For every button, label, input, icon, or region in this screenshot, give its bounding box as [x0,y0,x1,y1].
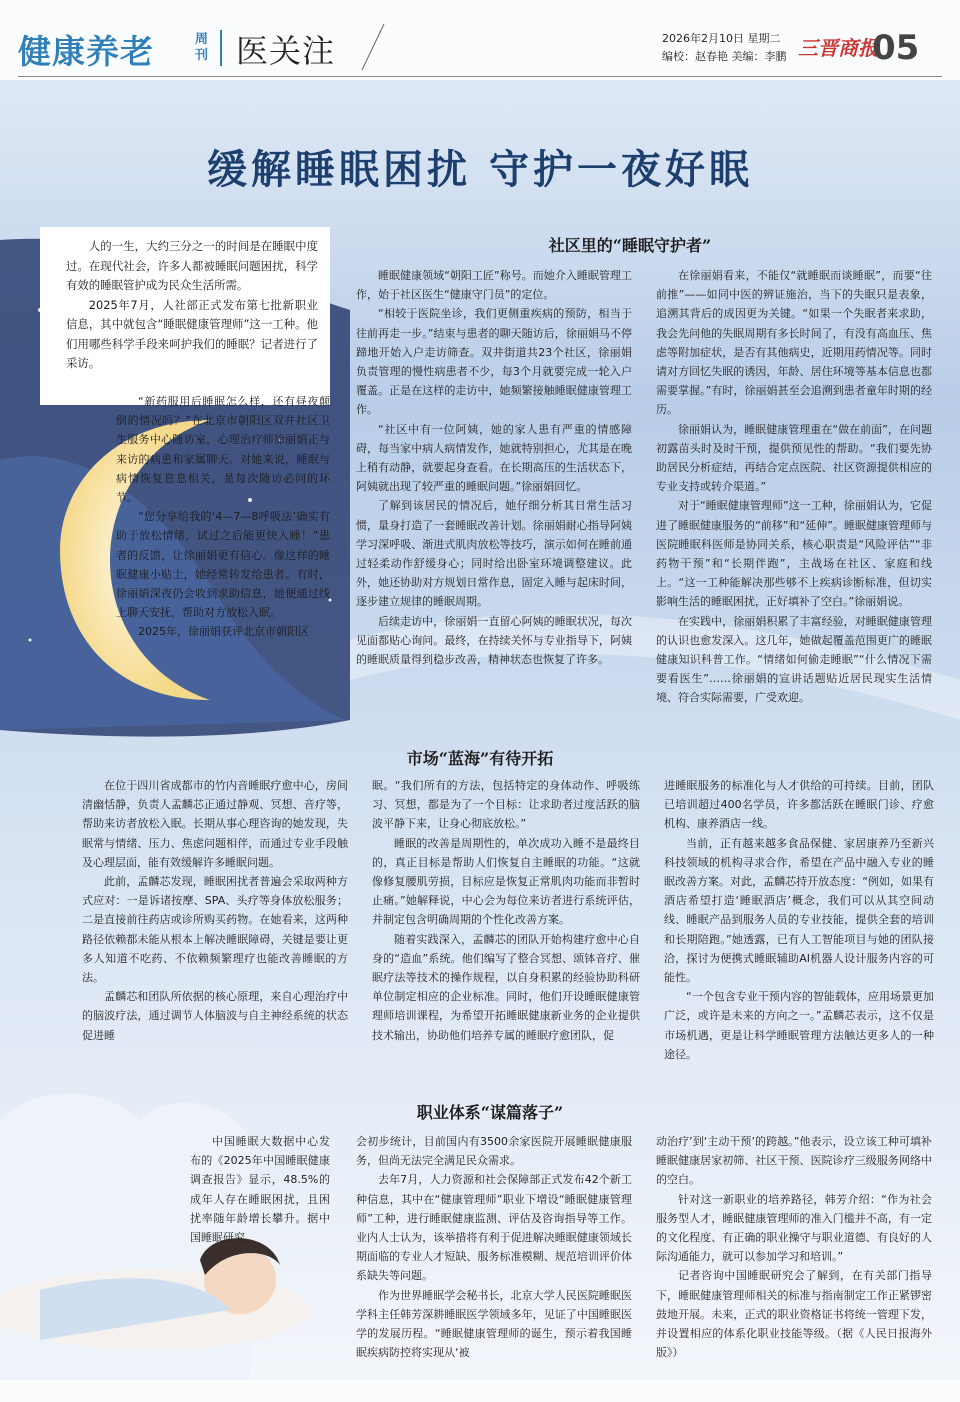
page-headline: 缓解睡眠困扰 守护一夜好眠 [207,146,753,193]
newspaper-logo: 三晋商报 [798,36,878,60]
masthead-subtitle: 周刊 [195,32,209,63]
paragraph: 2025年，徐丽娟获评北京市朝阳区 [138,625,309,639]
paragraph: 眠。“我们所有的方法，包括特定的身体动作、呼吸练习、冥想，都是为了一个目标：让求助者过度活跃的脑波平静下来，让身心彻底放松。” [372,779,640,831]
paragraph: 睡眠的改善是周期性的，单次成功入睡不是最终目的，真正目标是帮助人们恢复自主睡眠的功能。“这就像修复腰肌劳损，目标应是恢复正常肌肉功能而非暂时止痛。”她解释说，中心会为每位来访者进行系统评估，并制定包含明确周期的个性化改善方案。 [372,836,640,927]
editor-credits: 编校：赵春艳 美编：李鹏 [662,50,787,63]
s1-middle-column [356,266,632,669]
s1-left-column [116,392,330,642]
column-name: 医关注 [236,32,336,70]
paragraph: “相较于医院坐诊，我们更侧重疾病的预防，相当于往前再走一步。”结束与患者的聊天随访后，徐丽娟马不停蹄地开始入户走访筛查。双井街道共23个社区，徐丽娟负责管理的慢性病患者不少，每3个月就要完成一轮入户覆盖。正是在这样的走访中，她频繁接触睡眠健康管理工作。 [356,307,632,417]
paragraph: “社区中有一位阿姨，她的家人患有严重的情感障碍，每当家中病人病情发作，她就特别担心，尤其是在晚上稍有动静，就要起身查看。在长期高压的生活状态下，阿姨就出现了较严重的睡眠问题。”徐丽娟回忆。 [356,422,632,494]
issue-date: 2026年2月10日 星期二 [662,32,781,45]
s2-left-column [82,776,348,1045]
paragraph: 对于“睡眠健康管理师”这一工种，徐丽娟认为，它促进了睡眠健康服务的“前移”和“延伸”。睡眠健康管理师与医院睡眠科医师是协同关系，核心职责是“风险评估”“非药物干预”和“长期伴跑”，主战场在社区、家庭和线上。“这一工种能解决那些够不上疾病诊断标准，但切实影响生活的睡眠困扰，正好填补了空白。”徐丽娟说。 [656,499,932,609]
s1-right-column [656,266,932,708]
paragraph: 去年7月，人力资源和社会保障部正式发布42个新工种信息，其中在“健康管理师”职业下增设“睡眠健康管理师”工种，进行睡眠健康监测、评估及咨询指导等工作。业内人士认为，该举措将有利于促进解决睡眠健康领域长期面临的专业人才短缺、服务标准模糊、规范培训评价体系缺失等问题。 [356,1173,632,1283]
paragraph: 中国睡眠大数据中心发布的《2025年中国睡眠健康调查报告》显示，48.5%的成年人存在睡眠困扰，且困扰率随年龄增长攀升。据中国睡眠研究 [190,1135,330,1245]
masthead-divider [220,30,222,66]
s2-right-column [664,776,934,1064]
paragraph: 徐丽娟认为，睡眠健康管理重在“做在前面”，在问题初露苗头时及时干预，提供预见性的帮助。“我们要先协助居民分析症结，再结合定点医院、社区资源提供相应的专业支持或转介渠道。” [656,422,932,494]
paragraph: 动治疗’到‘主动干预’的跨越。”他表示，设立该工种可填补睡眠健康居家初筛、社区干预、医院诊疗三级服务网络中的空白。 [656,1135,932,1187]
s2-middle-column [372,776,640,1045]
paragraph: “一个包含专业干预内容的智能载体，应用场景更加广泛，或许是未来的方向之一。”孟麟芯表示，这不仅是市场机遇，更是让科学睡眠管理方法触达更多人的一种途径。 [664,990,934,1061]
masthead-title: 健康养老 [18,32,154,71]
paragraph: 在徐丽娟看来，不能仅“就睡眠而谈睡眠”，而要“往前推”——如同中医的辨证施治，当下的失眠只是表象，追溯其背后的成因更为关键。“如果一个失眠者来求助，我会先问他的失眠周期有多长时间了，有没有高血压、焦虑等附加症状，是否有其他病史，近期用药情况等。同时请对方回忆失眠的诱因，年龄、居住环境等基本信息也都需要掌握。”有时，徐丽娟甚至会追溯到患者童年时期的经历。 [656,269,932,417]
header-rule [18,76,942,77]
page-number: 05 [872,28,920,68]
paragraph: 会初步统计，目前国内有3500余家医院开展睡眠健康服务，但尚无法完全满足民众需求。 [356,1135,632,1168]
intro-paragraph: 人的一生，大约三分之一的时间是在睡眠中度过。在现代社会，许多人都被睡眠问题困扰，科学有效的睡眠管护成为民众生活所需。 [66,239,318,292]
paragraph: 进睡眠服务的标准化与人才供给的可持续。目前，团队已培训超过400名学员，许多都活跃在睡眠门诊、疗愈机构、康养酒店一线。 [664,779,934,831]
paragraph: 睡眠健康领域“朝阳工匠”称号。而她介入睡眠管理工作，始于社区医生“健康守门员”的定位。 [356,269,632,302]
paragraph: 了解到该居民的情况后，她仔细分析其日常生活习惯，量身打造了一套睡眠改善计划。徐丽娟耐心指导阿姨学习深呼吸、渐进式肌肉放松等技巧，演示如何在睡前通过轻柔动作舒缓身心；同时给出卧室环境调整建议。此外，她还协助对方规划日常作息，固定入睡与起床时间，逐步建立规律的睡眠周期。 [356,499,632,609]
s3-left-column [190,1132,330,1247]
paragraph: “您分享给我的‘4—7—8呼吸法’确实有助于放松情绪，试过之后能更快入睡！”患者的反馈，让徐丽娟更有信心。像这样的睡眠健康小贴士，她经常转发给患者。有时，徐丽娟深夜仍会收到求助信息，她便通过线上聊天安抚，帮助对方放松入眠。 [116,510,330,620]
paragraph: 在实践中，徐丽娟积累了丰富经验，对睡眠健康管理的认识也愈发深入。这几年，她做起覆盖范围更广的睡眠健康知识科普工作。“情绪如何偷走睡眠”“什么情况下需要看医生”……徐丽娟的宣讲话题贴近居民现实生活情境、符合实际需要，广受欢迎。 [656,614,932,705]
slash-decoration [354,22,394,72]
paragraph: 针对这一新职业的培养路径，韩芳介绍：“作为社会服务型人才，睡眠健康管理师的准入门槛并不高，有一定的文化程度、有正确的职业操守与职业道德、有良好的人际沟通能力，就可以参加学习和培训。” [656,1192,932,1264]
s3-middle-column [356,1132,632,1362]
masthead [18,26,154,72]
section-title-market: 市场“蓝海”有待开拓 [406,749,554,768]
paragraph: 后续走访中，徐丽娟一直留心阿姨的睡眠状况，每次见面都贴心询问。最终，在持续关怀与专业指导下，阿姨的睡眠质量得到稳步改善，精神状态也恢复了许多。 [356,614,632,667]
section-title-community: 社区里的“睡眠守护者” [548,236,712,255]
paragraph: 作为世界睡眠学会秘书长，北京大学人民医院睡眠医学科主任韩芳深耕睡眠医学领域多年，见证了中国睡眠医学的发展历程。“睡眠健康管理师的诞生，预示着我国睡眠疾病防控将实现从‘被 [356,1288,632,1360]
s3-right-column [656,1132,932,1362]
paragraph: 在位于四川省成都市的竹内音睡眠疗愈中心，房间清幽恬静，负责人孟麟芯正通过静观、冥想、音疗等，帮助来访者放松入眠。长期从事心理咨询的她发现，失眠常与情绪、压力、焦虑问题相伴，而通过专业手段触及心理层面，能有效缓解许多睡眠问题。 [82,779,348,869]
paragraph: 随着实践深入，孟麟芯的团队开始构建疗愈中心自身的“造血”系统。他们编写了整合冥想、颂钵音疗、催眠疗法等技术的操作规程，以自身积累的经验协助科研单位制定相应的企业标准。同时，他们开设睡眠健康管理师培训课程，为希望开拓睡眠健康新业务的企业提供技术输出，协助他们培养专属的睡眠疗愈团队，促 [372,932,640,1042]
intro-text [66,237,318,374]
section-title-profession: 职业体系“谋篇落子” [416,1103,564,1122]
paragraph: 此前，孟麟芯发现，睡眠困扰者普遍会采取两种方式应对：一是诉诸按摩、SPA、头疗等身体放松服务；二是直接前往药店或诊所购买药物。在她看来，这两种路径依赖都未能从根本上解决睡眠障碍，关键是要让更多人知道不吃药、不依赖频繁理疗也能改善睡眠的方法。 [82,875,348,985]
paragraph: 孟麟芯和团队所依据的核心原理，来自心理治疗中的脑波疗法，通过调节人体脑波与自主神经系统的状态促进睡 [82,990,348,1042]
intro-paragraph: 2025年7月，人社部正式发布第七批新职业信息，其中就包含“睡眠健康管理师”这一工种。他们用哪些科学手段来呵护我们的睡眠？记者进行了采访。 [66,297,318,370]
paragraph: “新药服用后睡眠怎么样，还有昼夜颠倒的情况吗？”在北京市朝阳区双井社区卫生服务中心随访室，心理治疗师徐丽娟正与来访的病患和家属聊天。对她来说，睡眠与病情恢复息息相关，是每次随访必问的环节。 [116,395,330,505]
paragraph: 记者咨询中国睡眠研究会了解到，在有关部门指导下，睡眠健康管理师相关的标准与指南制定工作正紧锣密鼓地开展。未来，正式的职业资格证书将统一管理下发，并设置相应的体系化职业技能等级。（据《人民日报海外版》） [656,1269,932,1360]
paragraph: 当前，正有越来越多食品保健、家居康养乃至新兴科技领域的机构寻求合作，希望在产品中融入专业的睡眠改善方案。对此，孟麟芯持开放态度：“例如，如果有酒店希望打造‘睡眠酒店’概念，我们可以从其空间动线、睡眠产品到服务人员的专业技能，提供全套的培训和长期陪跑。”她透露，已有人工智能项目与她的团队接洽，探讨为便携式睡眠辅助AI机器人设计服务内容的可能性。 [664,836,934,985]
